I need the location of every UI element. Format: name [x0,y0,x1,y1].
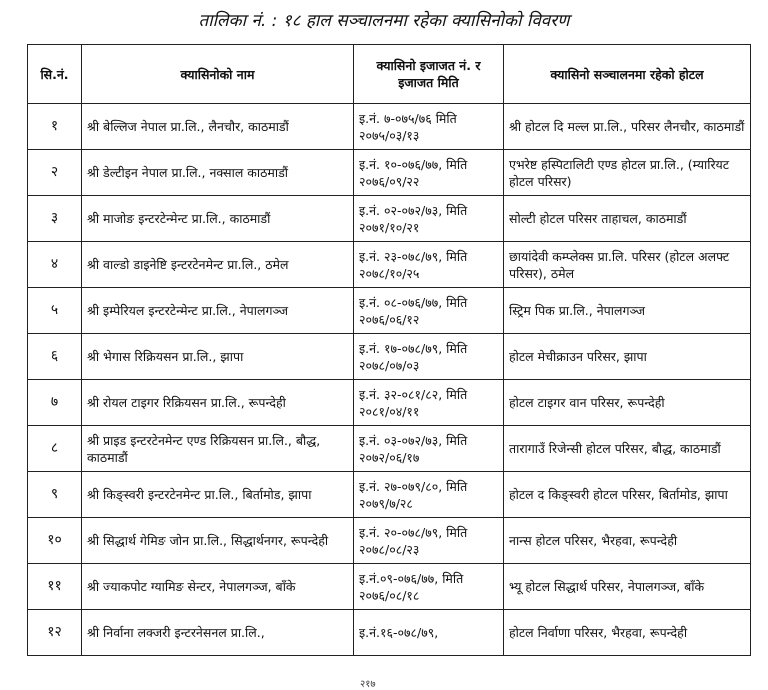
casino-table [27,44,751,656]
cell-sn: ७ [28,380,82,426]
table-row [28,518,751,564]
cell-hotel: एभरेष्ट हस्पिटालिटी एण्ड होटल प्रा.लि., (म्यारियट होटल परिसर) [504,150,751,196]
cell-casino-name: श्री प्राइड इन्टरटेनमेन्ट एण्ड रिक्रियसन प्रा.लि., बौद्ध, काठमाडौं [82,426,354,472]
table-row [28,564,751,610]
cell-casino-name: श्री ज्याकपोट ग्यामिङ सेन्टर, नेपालगञ्ज, बाँके [82,564,354,610]
cell-license: इ.नं. ७-०७५/७६ मिति २०७५/०३/१३ [354,104,504,150]
cell-casino-name: श्री वाल्डो डाइनेष्टि इन्टरटेनमेन्ट प्रा.लि., ठमेल [82,242,354,288]
cell-casino-name: श्री सिद्धार्थ गेमिङ जोन प्रा.लि., सिद्धार्थनगर, रूपन्देही [82,518,354,564]
table-row [28,380,751,426]
cell-casino-name: श्री बेल्लिज नेपाल प्रा.लि., लैनचौर, काठमाडौं [82,104,354,150]
cell-sn: ९ [28,472,82,518]
header-hotel: क्यासिनो सञ्चालनमा रहेको होटल [504,45,751,104]
cell-sn: ३ [28,196,82,242]
cell-sn: ११ [28,564,82,610]
cell-license: इ.नं. ०८-०७६/७७, मिति २०७६/०६/१२ [354,288,504,334]
cell-hotel: होटल द किङ्स्वरी होटल परिसर, बिर्तामोड, झापा [504,472,751,518]
cell-casino-name: श्री किङ्स्वरी इन्टरटेनमेन्ट प्रा.लि., बिर्तामोड, झापा [82,472,354,518]
cell-hotel: तारागाउँ रिजेन्सी होटल परिसर, बौद्ध, काठमाडौं [504,426,751,472]
cell-sn: ४ [28,242,82,288]
cell-license: इ.नं. २३-०७८/७९, मिति २०७८/१०/२५ [354,242,504,288]
cell-hotel: सोल्टी होटल परिसर ताहाचल, काठमाडौं [504,196,751,242]
table-header [28,45,751,104]
cell-casino-name: श्री भेगास रिक्रियसन प्रा.लि., झापा [82,334,354,380]
cell-license: इ.नं. ०३-०७२/७३, मिति २०७२/०६/१७ [354,426,504,472]
header-sn: सि.नं. [28,45,82,104]
cell-hotel: होटल टाइगर वान परिसर, रूपन्देही [504,380,751,426]
cell-license: इ.नं. २०-०७८/७९, मिति २०७८/०८/२३ [354,518,504,564]
table-body [28,104,751,656]
header-license: क्यासिनो इजाजत नं. र इजाजत मिति [354,45,504,104]
cell-hotel: नान्स होटल परिसर, भैरहवा, रूपन्देही [504,518,751,564]
cell-hotel: भ्यू होटल सिद्धार्थ परिसर, नेपालगञ्ज, बाँके [504,564,751,610]
table-caption: तालिका नं. : १८ हाल सञ्चालनमा रहेका क्यासिनोको विवरण [198,11,570,31]
table-row [28,242,751,288]
cell-casino-name: श्री डेल्टीइन नेपाल प्रा.लि., नक्साल काठमाडौं [82,150,354,196]
cell-sn: २ [28,150,82,196]
cell-sn: ८ [28,426,82,472]
cell-license: इ.नं. ३२-०८१/८२, मिति २०८१/०४/११ [354,380,504,426]
table-row [28,288,751,334]
cell-license: इ.नं. ०२-०७२/७३, मिति २०७१/१०/२१ [354,196,504,242]
cell-hotel: होटल निर्वाणा परिसर, भैरहवा, रूपन्देही [504,610,751,656]
cell-hotel: स्ट्रिम पिक प्रा.लि., नेपालगञ्ज [504,288,751,334]
header-row [28,45,751,104]
cell-hotel: छायांदेवी कम्प्लेक्स प्रा.लि. परिसर (होटल अलफ्ट परिसर), ठमेल [504,242,751,288]
cell-license: इ.नं. २७-०७९/८०, मिति २०७९/७/२८ [354,472,504,518]
cell-sn: १२ [28,610,82,656]
cell-sn: १ [28,104,82,150]
table-row [28,150,751,196]
cell-license: इ.नं.१६-०७८/७९, [354,610,504,656]
cell-license: इ.नं. १७-०७८/७९, मिति २०७८/०७/०३ [354,334,504,380]
table-row [28,196,751,242]
table-row [28,472,751,518]
page-number-fragment: २१७ [360,679,376,690]
cell-hotel: श्री होटल दि मल्ल प्रा.लि., परिसर लैनचौर, काठमाडौं [504,104,751,150]
cell-casino-name: श्री इम्पेरियल इन्टरटेन्मेन्ट प्रा.लि., नेपालगञ्ज [82,288,354,334]
table-row [28,610,751,656]
cell-casino-name: श्री रोयल टाइगर रिक्रियसन प्रा.लि., रूपन्देही [82,380,354,426]
table-row [28,426,751,472]
header-casino-name: क्यासिनोको नाम [82,45,354,104]
cell-sn: ५ [28,288,82,334]
cell-casino-name: श्री निर्वाना लक्जरी इन्टरनेसनल प्रा.लि., [82,610,354,656]
cell-sn: ६ [28,334,82,380]
cell-hotel: होटल मेचीक्राउन परिसर, झापा [504,334,751,380]
cell-sn: १० [28,518,82,564]
cell-casino-name: श्री माजोङ इन्टरटेन्मेन्ट प्रा.लि., काठमाडौं [82,196,354,242]
table-row [28,334,751,380]
cell-license: इ.नं. १०-०७६/७७, मिति २०७६/०९/२२ [354,150,504,196]
cell-license: इ.नं.०९-०७६/७७, मिति २०७६/०८/१८ [354,564,504,610]
table-row [28,104,751,150]
